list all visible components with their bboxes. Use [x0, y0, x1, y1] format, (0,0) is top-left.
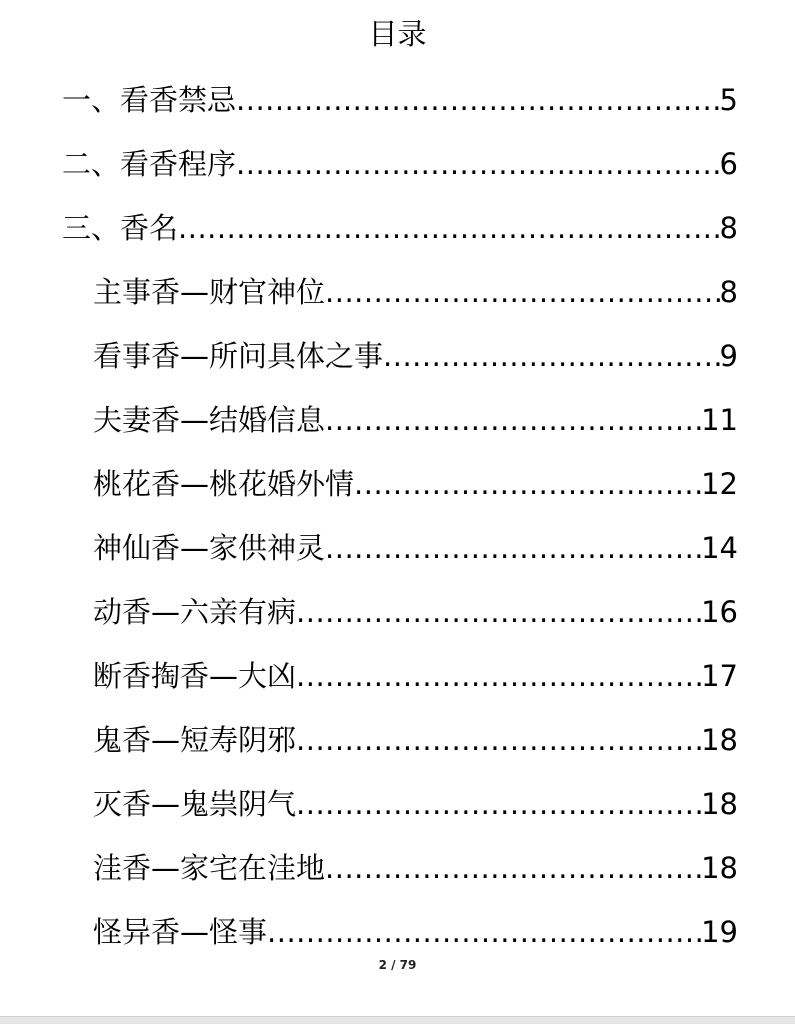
toc-entry[interactable]: [93, 526, 738, 570]
toc-page-number: 5: [719, 83, 738, 117]
toc-entry-label: 神仙香—家供神灵: [93, 531, 326, 565]
page-number-indicator: 2 / 79: [378, 958, 417, 972]
toc-entry-label: 灭香—鬼祟阴气: [93, 787, 297, 821]
toc-page-number: 9: [719, 339, 738, 373]
toc-page-number: 8: [719, 275, 738, 309]
toc-leader-dots: [354, 462, 701, 506]
toc-entry-label: 怪异香—怪事: [93, 915, 268, 949]
toc-leader-dots: [296, 654, 701, 698]
toc-page-number: 18: [701, 851, 738, 885]
toc-entry-label: 动香—六亲有病: [93, 595, 297, 629]
toc-entry-label: 鬼香—短寿阴邪: [93, 723, 297, 757]
toc-entry[interactable]: [93, 398, 738, 442]
toc-entry[interactable]: [93, 270, 738, 314]
toc-leader-dots: [325, 846, 701, 890]
toc-entry-label: 二、看香程序: [62, 147, 237, 181]
toc-entry-label: 夫妻香—结婚信息: [93, 403, 326, 437]
toc-entry-label: 洼香—家宅在洼地: [93, 851, 326, 885]
toc-leader-dots: [296, 782, 701, 826]
toc-entry[interactable]: [93, 910, 738, 954]
toc-leader-dots: [236, 78, 720, 122]
toc-page-number: 11: [701, 403, 738, 437]
toc-leader-dots: [267, 910, 701, 954]
toc-entry-label: 桃花香—桃花婚外情: [93, 467, 355, 501]
toc-page-number: 19: [701, 915, 738, 949]
toc-entry[interactable]: [93, 718, 738, 762]
toc-page-number: 12: [701, 467, 738, 501]
toc-page-number: 14: [701, 531, 738, 565]
toc-entry-label: 一、看香禁忌: [62, 83, 237, 117]
toc-page-number: 18: [701, 723, 738, 757]
toc-entry[interactable]: [62, 142, 738, 186]
toc-page-number: 16: [701, 595, 738, 629]
toc-entry[interactable]: [93, 846, 738, 890]
toc-entry[interactable]: [93, 590, 738, 634]
toc-entry-label: 主事香—财官神位: [93, 275, 326, 309]
toc-leader-dots: [325, 526, 701, 570]
toc-page-number: 6: [719, 147, 738, 181]
toc-leader-dots: [178, 206, 720, 250]
toc-entry[interactable]: [93, 654, 738, 698]
toc-entry-label: 三、香名: [62, 211, 179, 245]
toc-entry[interactable]: [62, 78, 738, 122]
page-title: 目录: [368, 17, 427, 51]
toc-leader-dots: [296, 590, 701, 634]
toc-entry-label: 断香掏香—大凶: [93, 659, 297, 693]
toc-page-number: 17: [701, 659, 738, 693]
toc-leader-dots: [325, 270, 720, 314]
toc-page-number: 18: [701, 787, 738, 821]
toc-leader-dots: [236, 142, 720, 186]
viewer-bottom-edge: [0, 1016, 795, 1024]
toc-leader-dots: [383, 334, 720, 378]
toc-leader-dots: [296, 718, 701, 762]
toc-page-number: 8: [719, 211, 738, 245]
toc-leader-dots: [325, 398, 701, 442]
toc-entry[interactable]: [93, 782, 738, 826]
toc-entry[interactable]: [62, 206, 738, 250]
toc-entry[interactable]: [93, 334, 738, 378]
toc-entry[interactable]: [93, 462, 738, 506]
toc-entry-label: 看事香—所问具体之事: [93, 339, 384, 373]
